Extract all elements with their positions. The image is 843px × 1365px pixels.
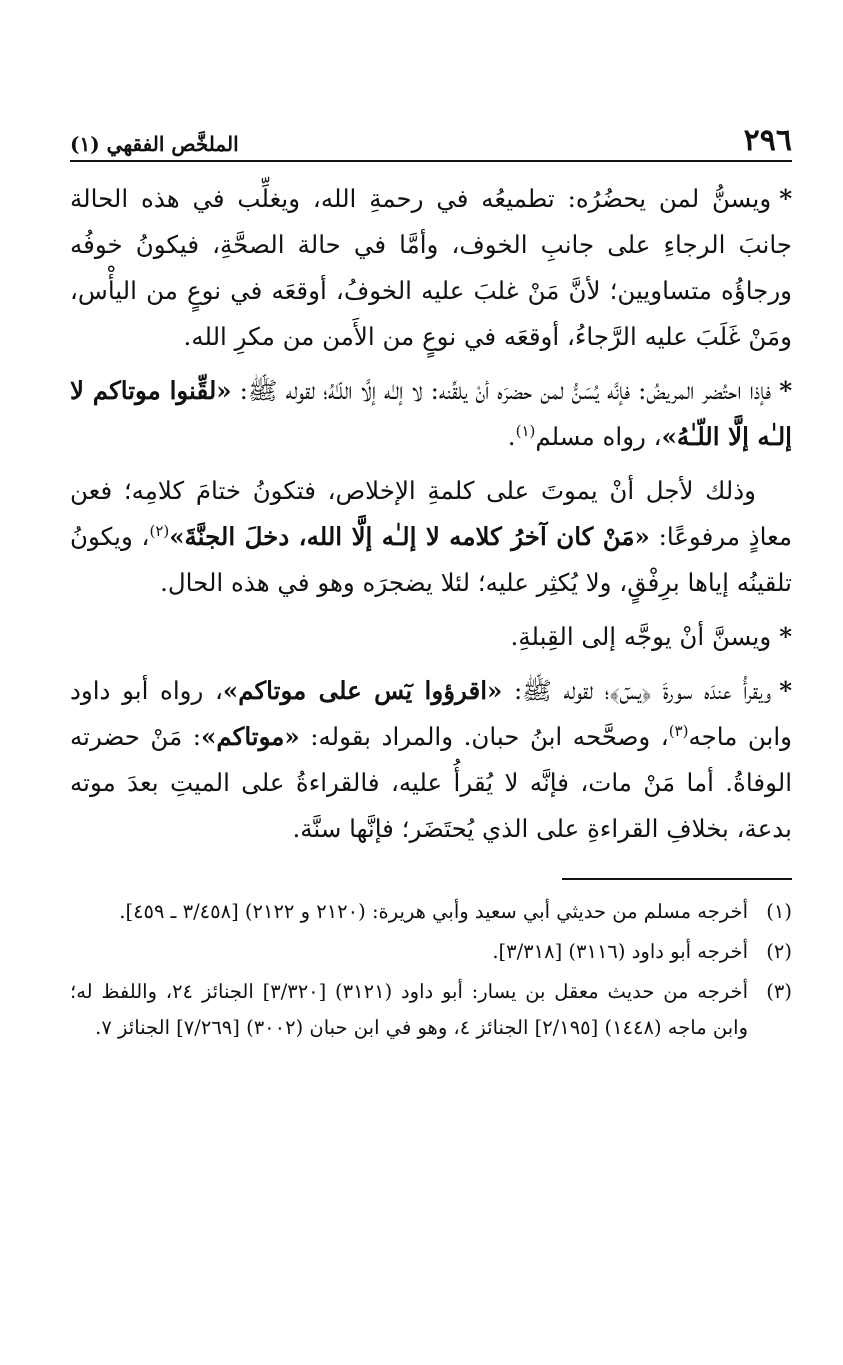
bullet-star: * — [779, 622, 792, 651]
footnote-text: أخرجه أبو داود (٣١١٦) [٣/٣١٨]. — [492, 940, 748, 963]
paragraph-text: : مَنْ حضرته الوفاةُ. أما مَنْ مات، فإنَّه لا يُقرأُ عليه، فالقراءةُ على الميتِ بعدَ موته بدعة، بخلافِ القراءةِ على الذي يُحتَضَر؛ فإنَّها سنَّة. — [70, 722, 792, 843]
book-page — [70, 120, 792, 1050]
paragraph-yasin — [70, 668, 792, 852]
footnote-number: (٣) — [766, 980, 792, 1003]
footnote-3 — [70, 974, 792, 1046]
footnote-ref-1[interactable]: (١) — [515, 421, 536, 440]
footnote-1 — [70, 894, 792, 930]
paragraph-hope-and-fear — [70, 176, 792, 360]
hadith-quote: «موتاكم» — [201, 722, 300, 751]
paragraph-text: . — [507, 422, 516, 451]
bullet-star: * — [779, 376, 793, 405]
paragraph-text: ويسنُّ لمن يحضُرُه: تطميعُه في رحمةِ الله، ويغلِّب في هذه الحالة جانبَ الرجاءِ على جانبِ الخوف، وأمَّا في حالة الصحَّةِ، فيكونُ خوفُه ورجاؤُه متساويين؛ لأنَّ مَنْ غلبَ عليه الخوفُ، أوقعَه في نوعٍ من اليأْس، ومَنْ غَلَبَ عليه الرَّجاءُ، أوقعَه في نوعٍ من الأَمن من مكرِ الله. — [70, 184, 792, 351]
footnotes — [70, 894, 792, 1046]
bullet-star: * — [779, 676, 792, 705]
running-header — [70, 120, 792, 162]
paragraph-ikhlas — [70, 468, 792, 606]
footnote-ref-3[interactable]: (٣) — [668, 721, 689, 740]
paragraph-text: ، ويكونُ تلقينُه إياها برِفْقٍ، ولا يُكثِر عليه؛ لئلا يضجرَه وهو في هذه الحال. — [70, 522, 792, 597]
paragraph-text: ويقرأُ عندَه سورةَ ﴿يسٓ﴾؛ لقوله ﷺ: — [502, 676, 772, 705]
paragraph-text: ، وصحَّحه ابنُ حبان. والمراد بقوله: — [299, 722, 669, 751]
footnote-text: أخرجه من حديث معقل بن يسار: أبو داود (٣١٢١) [٣/٣٢٠] الجنائز ٢٤، واللفظ له؛ وابن ماجه (١٤٤٨) [٢/١٩٥] الجنائز ٤، وهو في ابن حبان (٣٠٠٢) [٧/٢٦٩] الجنائز ٧. — [70, 980, 749, 1039]
footnote-divider — [562, 878, 792, 880]
hadith-quote: «اقرؤوا يٓس على موتاكم» — [222, 676, 503, 705]
paragraph-text: ، رواه أبو داود وابن ماجه — [70, 676, 793, 751]
paragraph-text: وذلك لأجل أنْ يموتَ على كلمةِ الإخلاص، فتكونُ ختامَ كلامِه؛ فعن معاذٍ مرفوعًا: — [70, 476, 792, 551]
footnote-number: (٢) — [766, 940, 792, 963]
paragraph-text: فإذا احتُضر المريضُ: فإنَّه يُسَنُّ لمن حضرَه أنْ يلقِّنه: لا إلـٰه إلَّا اللّـٰهُ؛ لقوله ﷺ: — [231, 376, 772, 405]
paragraph-text: ويسنَّ أنْ يوجَّه إلى القِبلةِ. — [510, 622, 772, 651]
hadith-quote: «مَنْ كان آخرُ كلامه لا إلـٰه إلَّا الله، دخلَ الجنَّةَ» — [169, 522, 650, 551]
page-number: ٢٩٦ — [743, 123, 792, 158]
running-title: الملخَّص الفقهي (١) — [70, 132, 239, 156]
paragraph-talqin — [70, 368, 792, 460]
paragraph-text: ، رواه مسلم — [535, 422, 662, 451]
paragraph-qibla — [70, 614, 792, 660]
main-text — [70, 176, 792, 852]
footnote-text: أخرجه مسلم من حديثي أبي سعيد وأبي هريرة: (٢١٢٠ و ٢١٢٢) [٣/٤٥٨ ـ ٤٥٩]. — [119, 900, 748, 923]
hadith-quote: «لقِّنوا موتاكم لا إلـٰه إلَّا اللّـٰهُ» — [70, 376, 792, 451]
footnote-2 — [70, 934, 792, 970]
footnote-ref-2[interactable]: (٢) — [149, 521, 170, 540]
footnote-number: (١) — [766, 900, 792, 923]
bullet-star: * — [779, 184, 792, 213]
